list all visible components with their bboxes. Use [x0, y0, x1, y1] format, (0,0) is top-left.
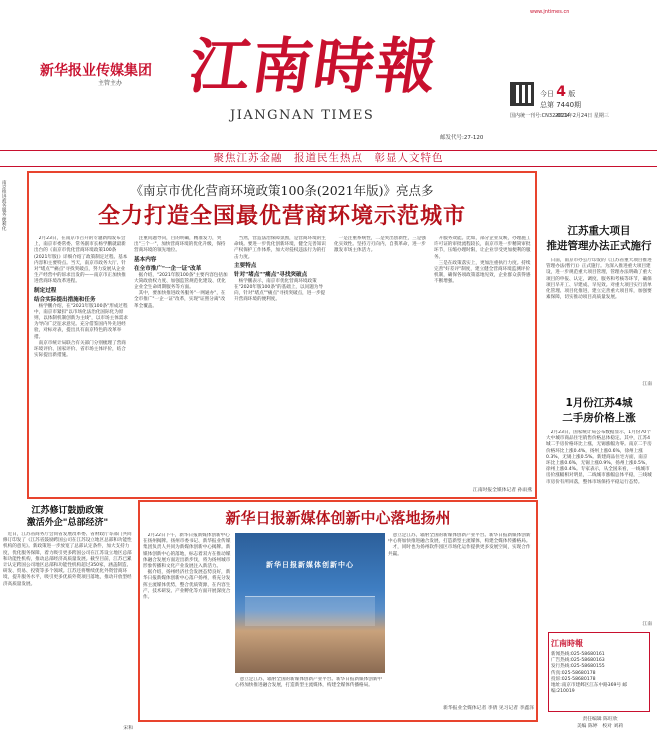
right-article-1-title[interactable]	[546, 224, 652, 254]
headline-col-4	[334, 236, 428, 494]
group-name: 新华报业传媒集团	[40, 63, 152, 79]
headline-byline: 江南时报全媒体记者 孙雨燕	[472, 488, 532, 493]
xinhua-byline: 新华报业全媒体记者 李倩 见习记者 李鑫泽	[443, 706, 534, 711]
headline-paragraph: 升服务效能。比如，部分企业反映，办理施工许可证的审批流程较长，南京市进一步精简审批环节，压缩办理时限，让企业享受更加便利的服务。	[434, 236, 531, 260]
right-article-2-text: 2月23日，国家统计局公布数据显示，1月份70个大中城市商品住宅销售价格总体稳定。其中，江苏4城二手房价格环比上涨，无锡涨幅为零。南京二手房价格环比上涨0.4%，扬州上涨0.6%，徐州上涨0.3%，无锡上涨0.5%。新建商品住宅方面，南京环比上涨0.6%，无锡上涨0.9%，扬州上涨0.5%，徐州上涨0.4%。专家表示，从全国来看，一线城市房价涨幅相对明显，二线城市涨幅总体平稳，三线城市房价有所回落，整体市场保持平稳运行态势。	[546, 430, 652, 485]
right-article-1-byline: 江南	[642, 382, 652, 387]
headline-paragraph: 据介绍，"2021年版100条"主要内容包括加大简政放权力度、加强监管规范化建设、优化企业全生命周期服务等方面。	[134, 272, 228, 291]
right-article-1-title-line1: 江苏重大项目	[567, 225, 631, 237]
left-bottom-body	[3, 532, 133, 722]
xinhua-col-2	[235, 677, 385, 717]
contact-line: 广告热线:025-58680163	[551, 658, 605, 664]
top-url[interactable]: www.jntimes.cn	[530, 9, 570, 15]
xinhua-paragraph: 据介绍，扬州经济社会发展态势良好，新华日报新媒体创新中心落户扬州，将充分发挥主流媒体优势，整合优质资源，在内容生产、技术研发、产业孵化等方面开展深度合作。	[143, 570, 231, 601]
xinhua-col-3	[388, 533, 534, 703]
newspaper-title: 江南時報	[185, 32, 443, 102]
left-bottom-byline: 宋和	[123, 726, 133, 731]
event-photo-stage	[245, 596, 375, 626]
right-article-2-title-line1: 1月份江苏4城	[565, 397, 633, 409]
headline-paragraph: 当然，营造法治保障氛围，是营商环境的生命线。要进一步优化创新环境，健全完善知识产权保护工作体系，加大对侵权违法行为的打击力度。	[234, 236, 326, 260]
headline-col-3	[234, 236, 328, 494]
contact-line: 新闻热线:025-58680161	[551, 652, 605, 657]
right-article-1-title-line2: 推进管理办法正式施行	[546, 240, 652, 252]
headline-paragraph: 三是在政策落实上，更加注重执行力度。持续完善"好差评"制度，建立健全营商环境监测评价机制，确保各项政策落地见效，企业群众获得感不断增强。	[434, 260, 531, 285]
right-article-2-title[interactable]	[546, 396, 652, 426]
headline-title[interactable]: 全力打造全国最优营商环境示范城市	[97, 204, 466, 229]
slogan: 聚焦江苏金融 报道民生热点 彰显人文特色	[213, 152, 444, 164]
issue-date: 2021年2月24日 星期三	[555, 113, 609, 119]
edition-pages: 4	[556, 84, 566, 100]
headline-paragraph: 南京市统计局联合有关部门分别梳理了营商环境评价、国家评价、省市场主体评价，结合实际提出新措施。	[34, 340, 126, 359]
headline-paragraph: 一是注重系统性，二是突出创新性，三是强化实效性。坚持刀刃向内，自我革命，进一步激发市场主体活力。	[334, 236, 426, 254]
headline-kicker[interactable]: 《南京市优化营商环境政策100条(2021年版)》亮点多	[130, 183, 434, 198]
left-bottom-text: 近日，江苏省商务厅会同省发展改革委、省财政厅等部门共同修订印发了《江苏省鼓励跨国公司在江苏设立地区总部和功能性机构的意见》。新政策进一步放宽了总部认定条件，加大支持力度，优化服务保障，着力吸引更多跨国公司在江苏设立地区总部和功能性机构，推动总部经济高质量发展。截至目前，江苏已累计认定跨国公司地区总部和功能性机构超过350家，涵盖制造、研发、贸易、投资等多个领域。江苏还将继续优化外资营商环境，提升服务水平，吸引更多优质外资项目落地，推动开放型经济高质量发展。	[3, 532, 132, 587]
right-article-1-text: 日前，南京市办公厅印发的《江苏省重大项目推进管理办法(暂行)》正式施行。为深入推进重大项目建设，进一步规范重大项目管理，管理办法明确了重大项目的申报、认定、调度、服务和考核等环节，确保项目早开工、早建成、早见效。对重大项目实行清单化管理、项目化推进，建立完善重大项目库，加强要素保障，切实推动项目高质量发展。	[546, 258, 652, 301]
edition-label: 今日	[540, 90, 554, 98]
right-article-2-title-line2: 二手房价格上涨	[562, 412, 636, 424]
contact-line: 发行热线:025-58680155	[551, 664, 605, 670]
headline-subhead-3b: 针对"堵点""痛点"寻找突破点	[234, 271, 308, 278]
edition-unit: 版	[568, 90, 576, 98]
left-bottom-title-line2: 激活外企"总部经济"	[26, 518, 109, 528]
headline-col-1	[34, 236, 128, 494]
group-logo	[40, 60, 152, 80]
xinhua-paragraph: 才，同时也为扬州软件园区市场化运作提供更多发展空间，实现合作共赢。	[388, 545, 531, 557]
contact-address: 地址:南京市建邺区江东中路369号 邮编:210019	[551, 683, 628, 695]
xinhua-col-1	[143, 533, 231, 718]
xinhua-paragraph: 意立足江苏，辐射全国的新媒体创新产业平台。新华日报新媒体创新中心将加快推进融合发展，打造新型主流媒体，构建全媒体传播格局。	[235, 677, 383, 689]
left-sidebar-text: 南京推进政务服务便利化	[1, 180, 7, 231]
qr-code-icon[interactable]	[510, 82, 534, 106]
right-article-1-body	[546, 258, 652, 378]
headline-col-2	[134, 236, 228, 494]
xinhua-paragraph: 2月22日下午，新华日报新媒体创新中心在扬州揭牌。扬州市委书记、新华报业传媒集团负责人共同为新媒体创新中心揭牌。新媒体创新中心的落地，标志着双方在推动媒体融合发展方面迈出新步伐，将为扬州城市形象传播和文化产业发展注入新活力。	[143, 533, 231, 570]
headline-intro: 2月23日，在南京市召开的专题新闻发布会上，南京市委常委、常务副市长杨学鹏就最新出台的《南京市优化营商环境政策100条(2021年版)》详细介绍了政策制定过程、基本内容和主要特点。当天，南京市政务大厅、针对"堵点""痛点"寻找突破点，努力发展从企业生产经营中的诉求出发的——南京市正加快推进营商环境改革进程。	[34, 236, 128, 285]
group-sub: 主管主办	[98, 80, 123, 87]
headline-subhead-2: 基本内容	[134, 256, 157, 263]
headline-paragraph: 注重问题导向，目的明确，精准发力，突出"三个一"，加快营商环境的优化升级，保持营商环境的领先地位。	[134, 236, 226, 254]
xinhua-paragraph: 意立足江苏，辐射全国的新媒体创新产业平台。新华日报新媒体创新中心将加快推进融合发展，打造新型主流媒体，构建全媒体传播格局。	[388, 533, 531, 545]
editor-credits	[548, 715, 652, 729]
headline-paragraph: 其中，要加快推进政务服务"一网通办"，在全市推广"一企一证"改革，实现"证照分离"改革全覆盖。	[134, 291, 226, 309]
contact-list	[551, 652, 649, 695]
left-bottom-title[interactable]	[0, 505, 135, 529]
headline-col-5	[434, 236, 532, 484]
contact-line: 传真:025-58680178	[551, 670, 596, 676]
xinhua-title[interactable]: 新华日报新媒体创新中心落地扬州	[225, 509, 451, 527]
event-photo-banner: 新华日报新媒体创新中心	[266, 561, 354, 569]
headline-subhead-1: 制定过程	[34, 287, 57, 294]
right-article-2-byline: 江南	[642, 622, 652, 627]
newspaper-pinyin: JIANGNAN TIMES	[230, 108, 375, 123]
right-article-2-body	[546, 430, 652, 620]
edition-info	[540, 84, 581, 110]
left-bottom-title-line1: 江苏修订鼓励政策	[31, 506, 104, 516]
headline-subhead-1b: 结合实际提出措施和任务	[34, 296, 96, 303]
postal-code: 邮发代号:27-120	[440, 135, 484, 141]
headline-subhead-3: 主要特点	[234, 262, 257, 269]
contact-line: 投诉:025-58680178	[551, 676, 596, 682]
contact-box-brand: 江南時報	[551, 639, 583, 648]
designer-name: 美编 陈婷 校对 刘莉	[576, 724, 624, 729]
headline-paragraph: 杨学鹏介绍，在"2021年版100条"形成过程中，南京市紧扣"以市场化法治化国际化为原则，以体制机制创新为主线"，以市场主体需求为导向广泛征求意见。充分借鉴国内外先进经验，对标对表，提出具有南京特色的改革举措。	[34, 303, 128, 340]
issue-number: 总第 7440期	[540, 101, 582, 109]
headline-paragraph: 杨学鹏表示，南京市优化营商环境政策在"2020年版100条"的基础上，以问题为导向，针对"堵点""痛点"寻找突破点，进一步提升营商环境的便利度。	[234, 278, 326, 303]
headline-subhead-2b: 在全市推广"一企一证"改革	[134, 265, 202, 272]
cn-number: 国内统一刊号:CN32-0114	[510, 113, 570, 119]
editor-name: 责任编辑 陈旺欣	[582, 717, 618, 722]
